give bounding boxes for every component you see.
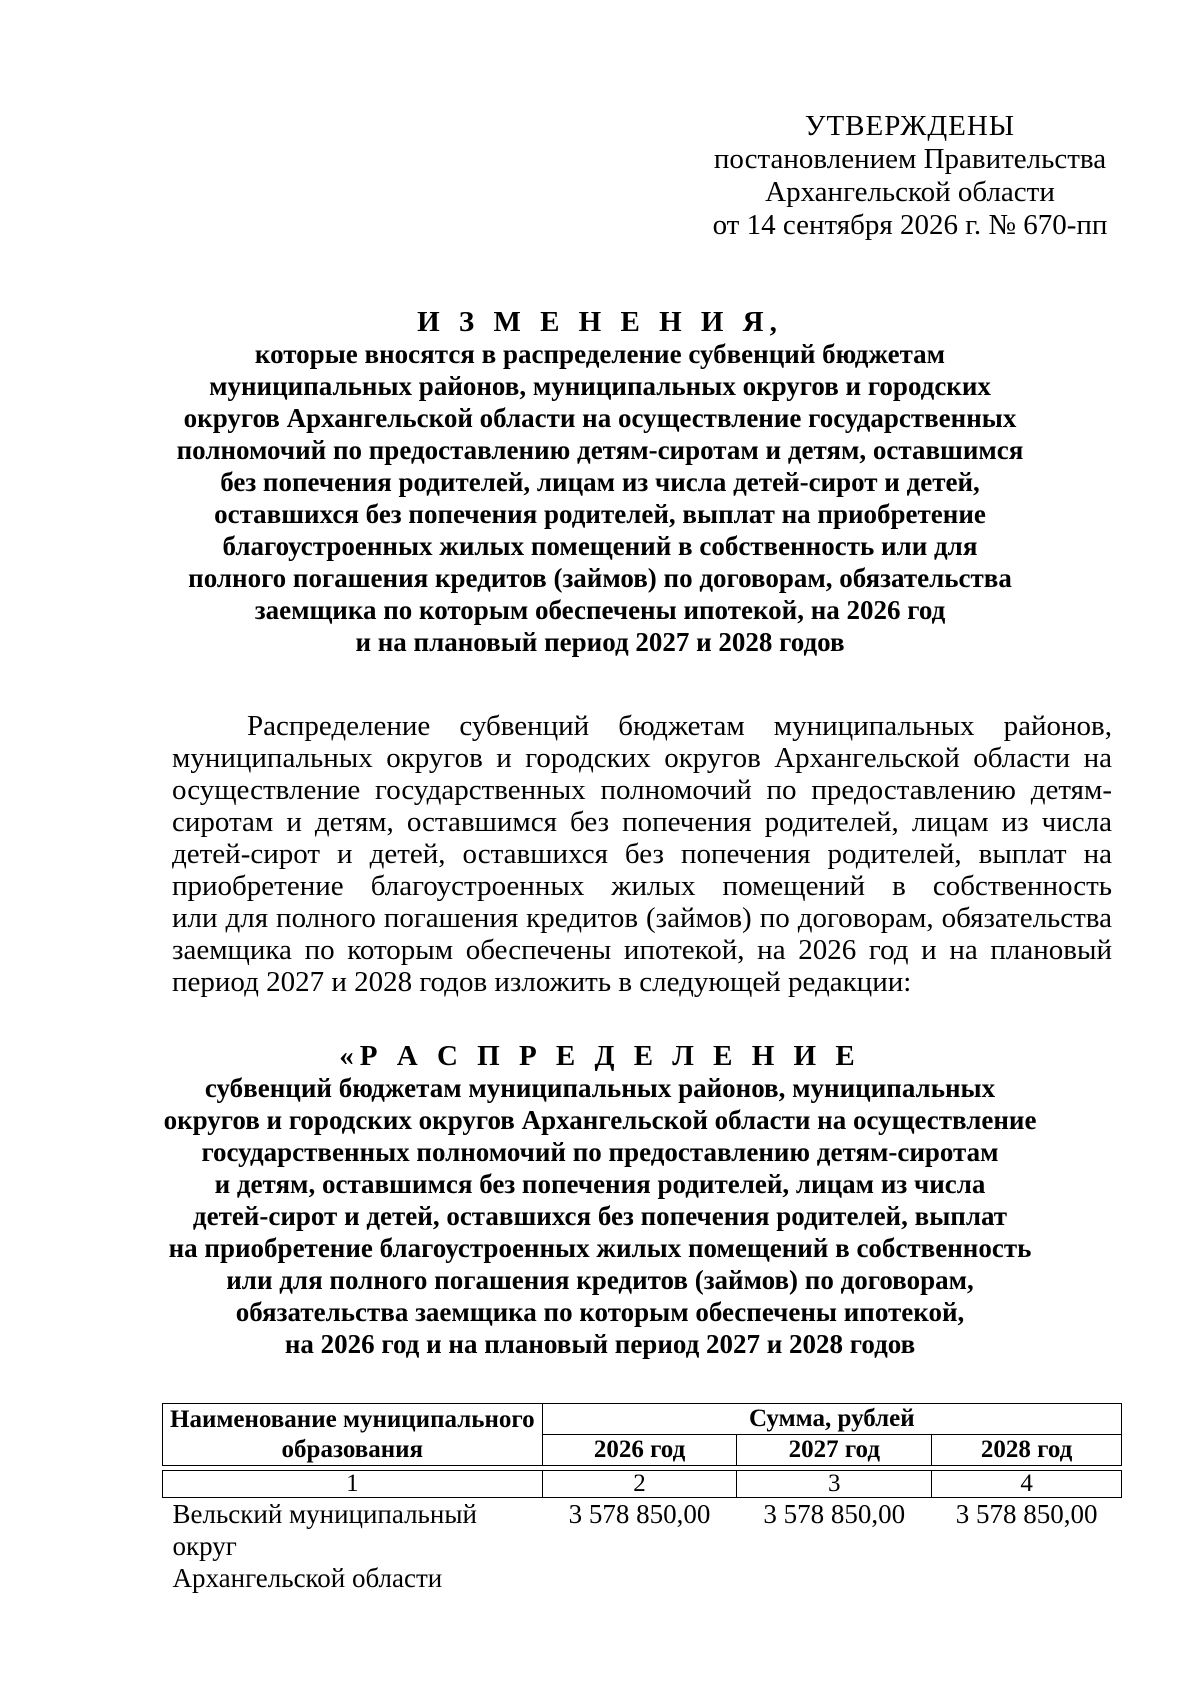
changes-title-line: оставшихся без попечения родителей, выплат на приобретение [214, 499, 986, 529]
municipality-name [163, 1498, 543, 1595]
distribution-heading: «Р А С П Р Е Д Е Л Е Н И Е [339, 1040, 861, 1072]
amount-cell: 3 578 850,00 [568, 1499, 711, 1529]
changes-title-line: которые вносятся в распределение субвенций бюджетам [254, 339, 946, 369]
distribution-title-line: округов и городских округов Архангельской области на осуществление [163, 1105, 1037, 1135]
changes-title-line: и на плановый период 2027 и 2028 годов [355, 627, 845, 657]
changes-title-line: заемщика по которым обеспечены ипотекой, на 2026 год [254, 595, 946, 625]
approval-stamp [690, 110, 1130, 242]
distribution-title-line: на приобретение благоустроенных жилых помещений в собственность [168, 1233, 1032, 1263]
changes-title-line: благоустроенных жилых помещений в собственность или для [222, 531, 978, 561]
column-number: 1 [163, 1471, 543, 1498]
distribution-title-line: или для полного погашения кредитов (займов) по договорам, [226, 1265, 974, 1295]
body-paragraph [172, 710, 1112, 998]
paragraph-line: или для полного погашения кредитов (займов) по договорам, обязательства [172, 902, 1112, 934]
municipality-name-line: Вельский муниципальный округ [172, 1499, 477, 1561]
distribution-table [162, 1403, 1122, 1594]
approval-date-number: от 14 сентября 2026 г. № 670-пп [712, 209, 1108, 241]
column-header-municipality [163, 1404, 543, 1466]
distribution-title-line: детей-сирот и детей, оставшихся без попечения родителей, выплат [192, 1201, 1008, 1231]
paragraph-line: Распределение субвенций бюджетам муниципальных районов, [247, 710, 1112, 742]
approval-heading: УТВЕРЖДЕНЫ [804, 110, 1016, 142]
table-row [163, 1498, 1122, 1595]
distribution-title-line: государственных полномочий по предоставлению детям-сиротам [201, 1137, 999, 1167]
municipality-name-line: Архангельской области [172, 1563, 443, 1593]
column-header-year: 2026 год [542, 1435, 737, 1466]
header-line: образования [281, 1435, 424, 1463]
column-header-year: 2027 год [737, 1435, 932, 1466]
approval-line: Архангельской области [765, 176, 1055, 208]
paragraph-line: заемщика по которым обеспечены ипотекой, на 2026 год и на плановый [172, 934, 1112, 966]
distribution-title-line: на 2026 год и на плановый период 2027 и 2028 годов [284, 1329, 916, 1359]
changes-title-line: муниципальных районов, муниципальных округов и городских [209, 371, 991, 401]
column-number: 4 [932, 1471, 1122, 1498]
approval-line: постановлением Правительства [713, 143, 1107, 175]
distribution-title-line: субвенций бюджетам муниципальных районов, муниципальных [204, 1073, 996, 1103]
amount-cell: 3 578 850,00 [955, 1499, 1098, 1529]
table-header-row [163, 1404, 1122, 1435]
column-header-year: 2028 год [932, 1435, 1122, 1466]
paragraph-line: период 2027 и 2028 годов изложить в следующей редакции: [172, 966, 912, 998]
amount-cell: 3 578 850,00 [763, 1499, 906, 1529]
paragraph-line: детей-сирот и детей, оставшихся без попечения родителей, выплат на [172, 838, 1112, 870]
paragraph-line: муниципальных округов и городских округов Архангельской области на [172, 742, 1112, 774]
changes-title [140, 306, 1060, 658]
changes-title-line: без попечения родителей, лицам из числа детей-сирот и детей, [220, 467, 980, 497]
paragraph-line: сиротам и детям, оставшимся без попечения родителей, лицам из числа [172, 806, 1112, 838]
column-number: 2 [542, 1471, 737, 1498]
distribution-title [140, 1040, 1060, 1360]
changes-heading: И З М Е Н Е Н И Я, [417, 306, 783, 338]
header-line: Наименование муниципального [170, 1405, 535, 1433]
paragraph-line: приобретение благоустроенных жилых помещений в собственность [172, 870, 1112, 902]
changes-title-line: округов Архангельской области на осуществление государственных [183, 403, 1017, 433]
column-number: 3 [737, 1471, 932, 1498]
changes-title-line: полного погашения кредитов (займов) по договорам, обязательства [188, 563, 1012, 593]
distribution-title-line: обязательства заемщика по которым обеспечены ипотекой, [235, 1297, 965, 1327]
column-number-row [163, 1471, 1122, 1498]
changes-title-line: полномочий по предоставлению детям-сиротам и детям, оставшимся [176, 435, 1024, 465]
distribution-title-line: и детям, оставшимся без попечения родителей, лицам из числа [214, 1169, 986, 1199]
paragraph-line: осуществление государственных полномочий по предоставлению детям- [172, 774, 1112, 806]
column-header-sum: Сумма, рублей [542, 1404, 1121, 1435]
